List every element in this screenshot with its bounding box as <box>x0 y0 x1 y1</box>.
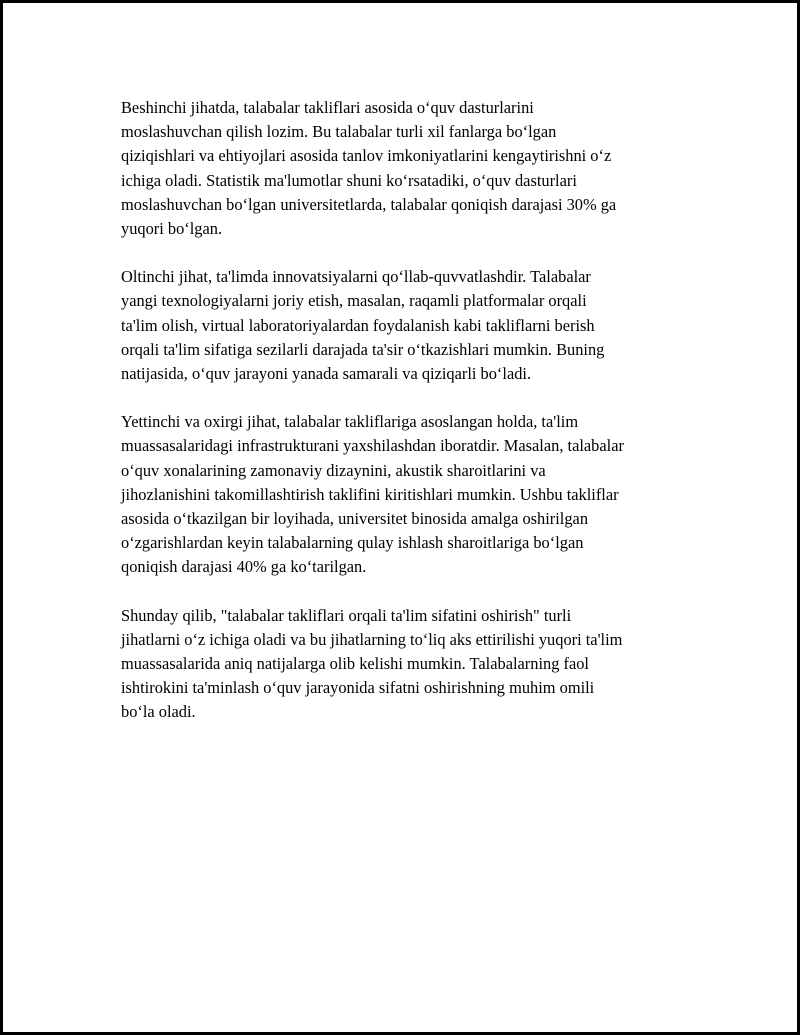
paragraph-conclusion: Shunday qilib, "talabalar takliflari orqali ta'lim sifatini oshirish" turli jihatlarni o‘z ichiga oladi va bu jihatlarning to‘liq aks ettirilishi yuqori ta'lim muassasalarida aniq natijalarga olib kelishi mumkin. Talabalarning faol ishtirokini ta'minlash o‘quv jarayonida sifatni oshirishning muhim omili bo‘la oladi. <box>121 605 623 722</box>
document-body <box>121 96 701 749</box>
paragraph-sixth-aspect: Oltinchi jihat, ta'limda innovatsiyalarni qo‘llab-quvvatlashdir. Talabalar yangi texnologiyalarni joriy etish, masalan, raqamli platformalar orqali ta'lim olish, virtual laboratoriyalardan foydalanish kabi takliflarni berish orqali ta'lim sifatiga sezilarli darajada ta'sir o‘tkazishlari mumkin. Buning natijasida, o‘quv jarayoni yanada samarali va qiziqarli bo‘ladi. <box>121 267 605 384</box>
paragraph-fifth-aspect: Beshinchi jihatda, talabalar takliflari asosida o‘quv dasturlarini moslashuvchan qilish lozim. Bu talabalar turli xil fanlarga bo‘lgan qiziqishlari va ehtiyojlari asosida tanlov imkoniyatlarini kengaytirishni o‘z ichiga oladi. Statistik ma'lumotlar shuni ko‘rsatadiki, o‘quv dasturlari moslashuvchan bo‘lgan universitetlarda, talabalar qoniqish darajasi 30% ga yuqori bo‘lgan. <box>121 98 617 239</box>
paragraph-seventh-aspect: Yettinchi va oxirgi jihat, talabalar takliflariga asoslangan holda, ta'lim muassasalaridagi infrastrukturani yaxshilashdan iboratdir. Masalan, talabalar o‘quv xonalarining zamonaviy dizaynini, akustik sharoitlarini va jihozlanishini takomillashtirish taklifini kiritishlari mumkin. Ushbu takliflar asosida o‘tkazilgan bir loyihada, universitet binosida amalga oshirilgan o‘zgarishlardan keyin talabalarning qulay ishlash sharoitlariga bo‘lgan qoniqish darajasi 40% ga ko‘tarilgan. <box>121 412 624 577</box>
